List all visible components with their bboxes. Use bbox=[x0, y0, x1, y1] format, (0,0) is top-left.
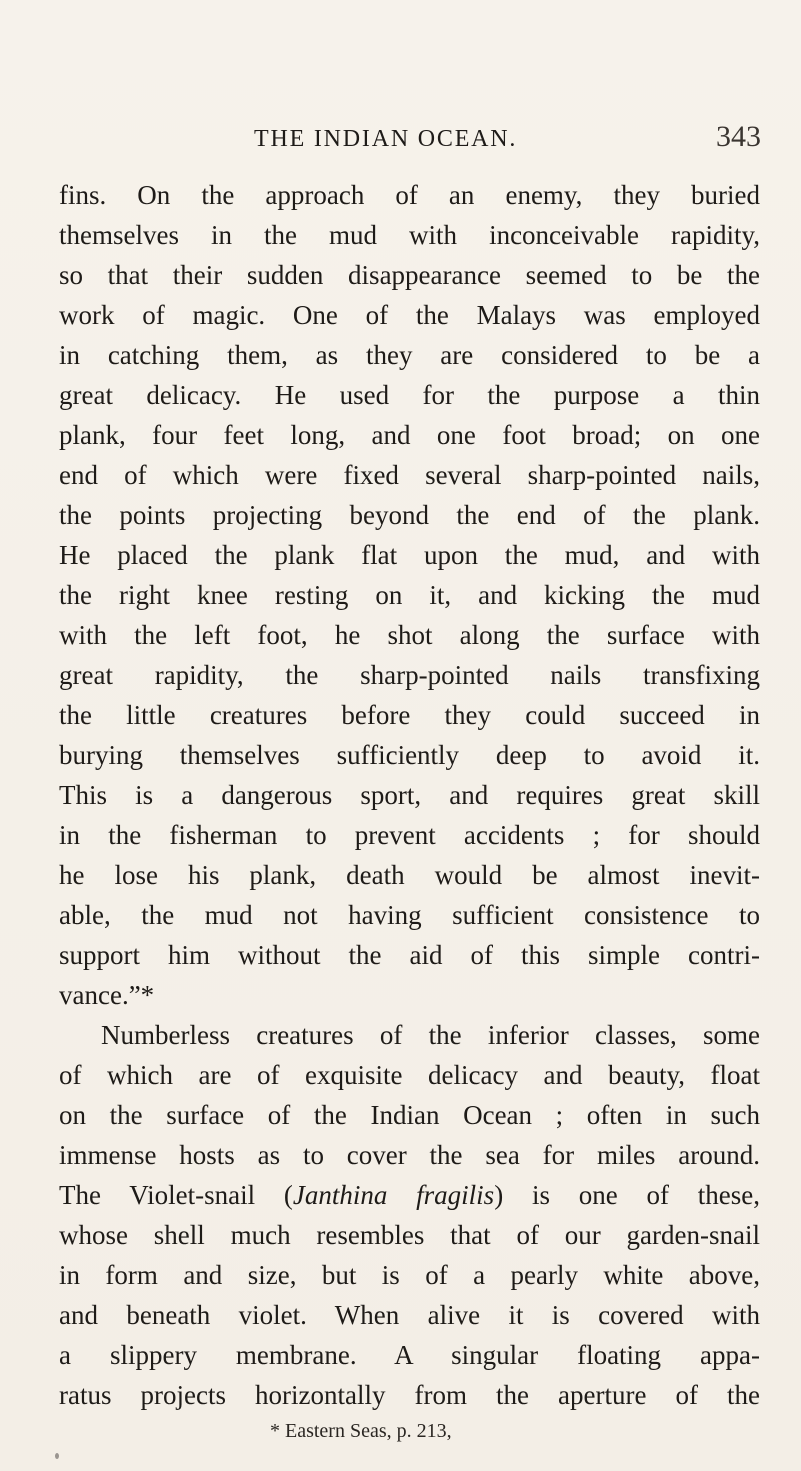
text-line: he lose his plank, death would be almost inevit- bbox=[59, 860, 760, 890]
species-name: Janthina fragilis bbox=[292, 1180, 495, 1210]
text-line: in form and size, but is of a pearly white above, bbox=[59, 1260, 760, 1290]
text-line: of which are of exquisite delicacy and beauty, float bbox=[59, 1060, 760, 1090]
text-line: He placed the plank flat upon the mud, and with bbox=[59, 540, 760, 570]
text-line: The Violet-snail (Janthina fragilis) is one of these, bbox=[59, 1180, 760, 1210]
text-line: so that their sudden disappearance seemed to be the bbox=[59, 260, 760, 290]
text-line: end of which were fixed several sharp-pointed nails, bbox=[59, 460, 760, 490]
text-line: ratus projects horizontally from the aperture of the bbox=[59, 1380, 760, 1410]
text-line: the right knee resting on it, and kicking the mud bbox=[59, 580, 760, 610]
text-line: great rapidity, the sharp-pointed nails transfixing bbox=[59, 660, 760, 690]
text-line: on the surface of the Indian Ocean ; often in such bbox=[59, 1100, 760, 1130]
text-line: vance.”* bbox=[59, 980, 155, 1010]
page-number: 343 bbox=[716, 120, 761, 153]
text-line: themselves in the mud with inconceivable rapidity, bbox=[59, 220, 760, 250]
text-line: fins. On the approach of an enemy, they buried bbox=[59, 180, 760, 210]
text-line: and beneath violet. When alive it is covered with bbox=[59, 1300, 760, 1330]
text-line: support him without the aid of this simple contri- bbox=[59, 940, 760, 970]
footnote: * Eastern Seas, p. 213, bbox=[270, 1420, 452, 1442]
text-line: great delicacy. He used for the purpose a thin bbox=[59, 380, 760, 410]
text-line: with the left foot, he shot along the surface with bbox=[59, 620, 760, 650]
text-line: in catching them, as they are considered to be a bbox=[59, 340, 760, 370]
text-line: Numberless creatures of the inferior classes, some bbox=[101, 1020, 760, 1050]
text-line: This is a dangerous sport, and requires great skill bbox=[59, 780, 760, 810]
text-line: immense hosts as to cover the sea for miles around. bbox=[59, 1140, 760, 1170]
text-line: able, the mud not having sufficient consistence to bbox=[59, 900, 760, 930]
text-line: whose shell much resembles that of our garden-snail bbox=[59, 1220, 760, 1250]
text-line: the little creatures before they could succeed in bbox=[59, 700, 760, 730]
text-line: a slippery membrane. A singular floating appa- bbox=[59, 1340, 760, 1370]
running-head: THE INDIAN OCEAN. bbox=[254, 126, 518, 152]
text-line: in the fisherman to prevent accidents ; for should bbox=[59, 820, 760, 850]
text-line: burying themselves sufficiently deep to avoid it. bbox=[59, 740, 760, 770]
text-line: plank, four feet long, and one foot broad; on one bbox=[59, 420, 760, 450]
text-line: work of magic. One of the Malays was employed bbox=[59, 300, 760, 330]
paper-speck bbox=[55, 1453, 59, 1459]
text-line: the points projecting beyond the end of the plank. bbox=[59, 500, 760, 530]
